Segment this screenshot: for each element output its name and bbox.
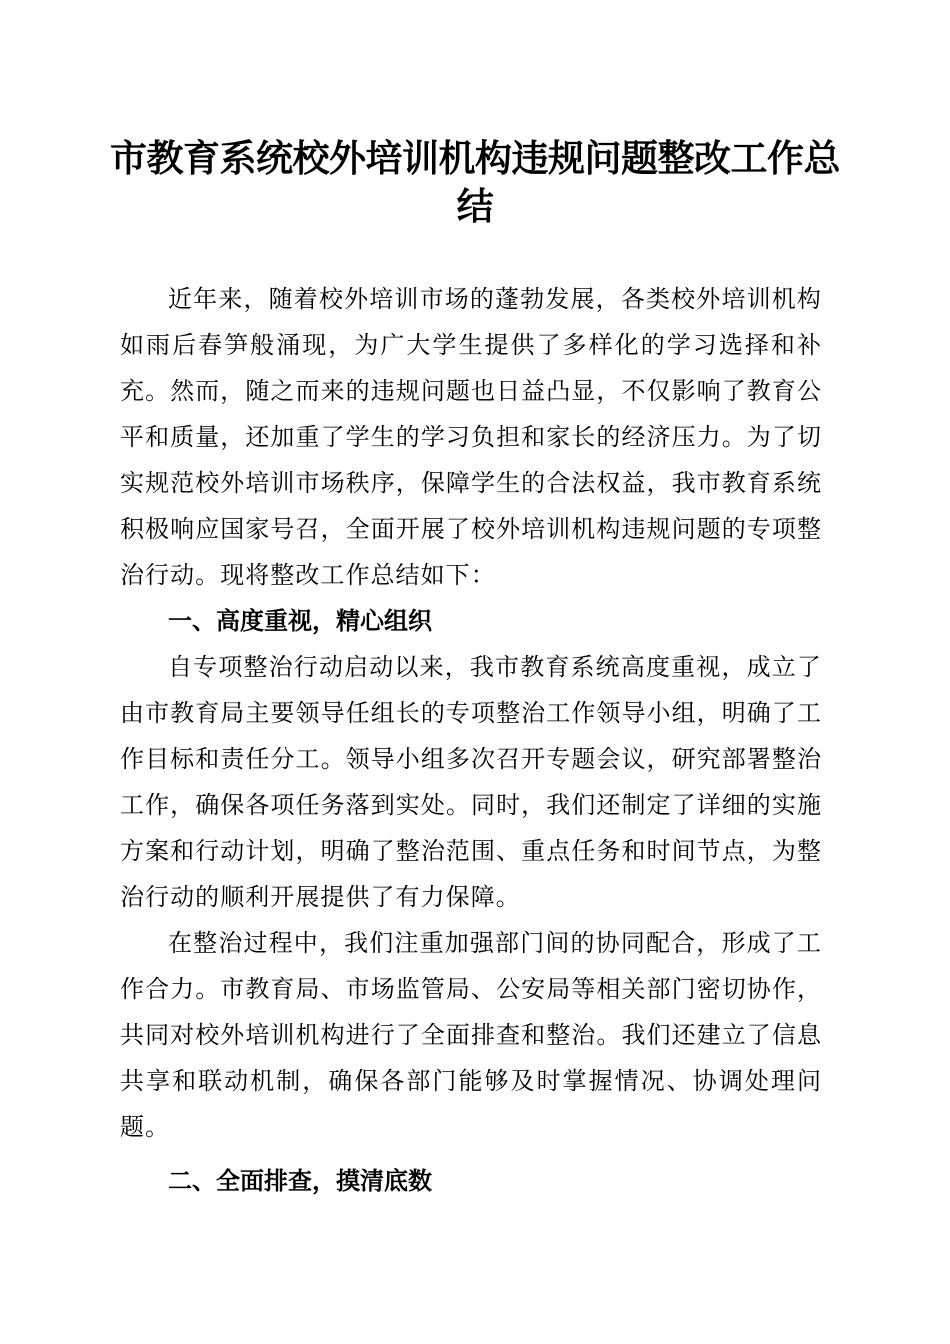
document-body (120, 276, 822, 1204)
section-heading-2: 二、全面排查，摸清底数 (168, 1167, 432, 1195)
section-heading-1: 一、高度重视，精心组织 (168, 607, 432, 635)
section-1-paragraph-1: 自专项整治行动启动以来，我市教育系统高度重视，成立了由市教育局主要领导任组长的专项整治工作领导小组，明确了工作目标和责任分工。领导小组多次召开专题会议，研究部署整治工作，确保各项任务落到实处。同时，我们还制定了详细的实施方案和行动计划，明确了整治范围、重点任务和时间节点，为整治行动的顺利开展提供了有力保障。 (120, 653, 822, 911)
document-title: 市教育系统校外培训机构违规问题整改工作总结 (110, 136, 840, 228)
intro-paragraph: 近年来，随着校外培训市场的蓬勃发展，各类校外培训机构如雨后春笋般涌现，为广大学生提供了多样化的学习选择和补充。然而，随之而来的违规问题也日益凸显，不仅影响了教育公平和质量，还加重了学生的学习负担和家长的经济压力。为了切实规范校外培训市场秩序，保障学生的合法权益，我市教育系统积极响应国家号召，全面开展了校外培训机构违规问题的专项整治行动。现将整改工作总结如下： (120, 285, 822, 589)
section-1-paragraph-2: 在整治过程中，我们注重加强部门间的协同配合，形成了工作合力。市教育局、市场监管局、公安局等相关部门密切协作，共同对校外培训机构进行了全面排查和整治。我们还建立了信息共享和联动机制，确保各部门能够及时掌握情况、协调处理问题。 (120, 929, 822, 1141)
